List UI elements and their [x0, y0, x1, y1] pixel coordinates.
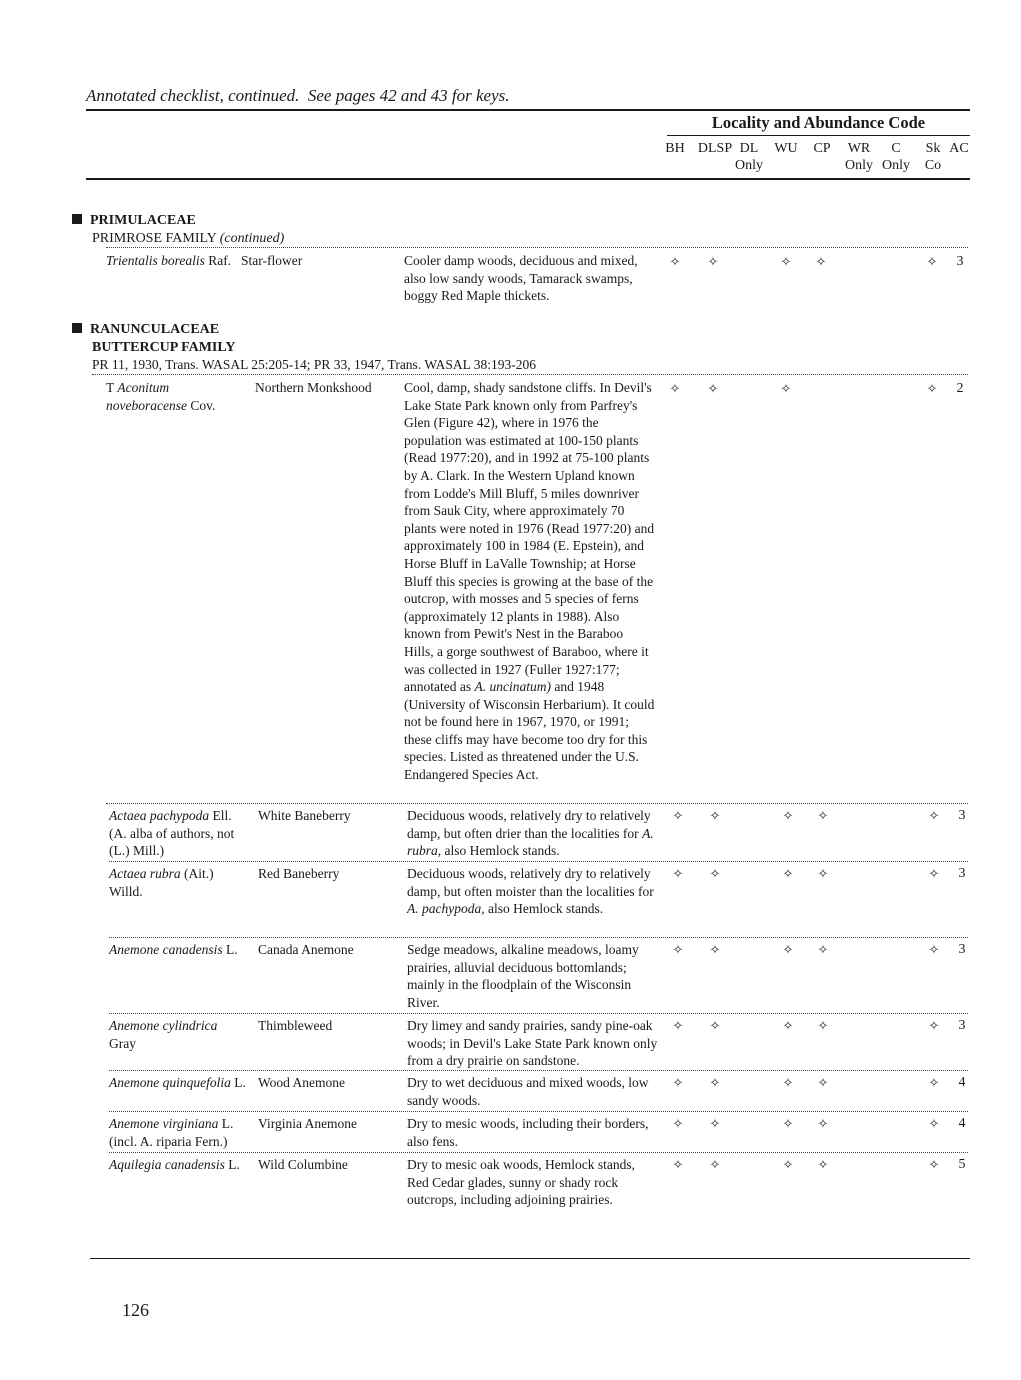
family-references: PR 11, 1930, Trans. WASAL 25:205-14; PR 33, 1947, Trans. WASAL 38:193-206	[92, 357, 536, 372]
species-habitat: Dry limey and sandy prairies, sandy pine-oak woods; in Devil's Lake State Park known only from a dry prairie on sandstone.	[407, 1018, 658, 1069]
species-common-name: Northern Monkshood	[255, 380, 372, 395]
species-scientific-name: Anemone virginiana L. (incl. A. riparia Fern.)	[109, 1116, 234, 1149]
column-header-rule	[86, 178, 970, 180]
col-sk-co: Sk Co	[924, 141, 942, 173]
abundance-code: 3	[958, 1018, 966, 1033]
presence-diamond-icon: ✧	[782, 1157, 794, 1172]
species-habitat: Dry to wet deciduous and mixed woods, low sandy woods.	[407, 1075, 649, 1108]
presence-diamond-icon: ✧	[669, 381, 681, 396]
presence-diamond-icon: ✧	[928, 1157, 940, 1172]
species-common-name: Wild Columbine	[258, 1157, 348, 1172]
species-common-name: Star-flower	[241, 253, 303, 268]
presence-diamond-icon: ✧	[928, 942, 940, 957]
presence-diamond-icon: ✧	[709, 1018, 721, 1033]
presence-diamond-icon: ✧	[709, 1157, 721, 1172]
presence-diamond-icon: ✧	[817, 866, 829, 881]
presence-diamond-icon: ✧	[707, 254, 719, 269]
presence-diamond-icon: ✧	[707, 381, 719, 396]
species-common-name: Virginia Anemone	[258, 1116, 358, 1131]
abundance-code: 3	[958, 942, 966, 957]
bullet-square-icon	[72, 214, 82, 224]
col-ac: AC	[949, 141, 969, 156]
species-scientific-name: Trientalis borealis Raf.	[106, 253, 232, 268]
abundance-code: 3	[958, 808, 966, 823]
presence-diamond-icon: ✧	[782, 1018, 794, 1033]
caption-title: Annotated checklist, continued.	[86, 86, 300, 105]
species-habitat: Sedge meadows, alkaline meadows, loamy prairies, alluvial deciduous bottomlands; mainly in the floodplain of the Wisconsin River.	[407, 942, 639, 1010]
presence-diamond-icon: ✧	[817, 1157, 829, 1172]
species-synonym: (A. alba of authors, not (L.) Mill.)	[109, 825, 235, 858]
abundance-code: 4	[958, 1075, 966, 1090]
row-divider	[109, 1111, 968, 1112]
presence-diamond-icon: ✧	[928, 1075, 940, 1090]
species-common-name: Thimbleweed	[258, 1018, 333, 1033]
abundance-code: 3	[958, 866, 966, 881]
presence-diamond-icon: ✧	[782, 866, 794, 881]
species-habitat: Cooler damp woods, deciduous and mixed, also low sandy woods, Tamarack swamps, boggy Red Maple thickets.	[404, 253, 638, 304]
col-bh: BH	[665, 141, 685, 156]
species-common-name: White Baneberry	[258, 808, 351, 823]
presence-diamond-icon: ✧	[817, 942, 829, 957]
row-divider	[109, 1013, 968, 1014]
presence-diamond-icon: ✧	[782, 942, 794, 957]
species-common-name: Canada Anemone	[258, 942, 354, 957]
header-rule	[86, 109, 970, 111]
species-habitat: Dry to mesic oak woods, Hemlock stands, Red Cedar glades, sunny or shady rock outcrops, including adjoining prairies.	[407, 1157, 635, 1208]
abundance-code: 2	[956, 381, 964, 396]
family-common: BUTTERCUP FAMILY	[92, 340, 236, 355]
row-divider	[109, 1152, 968, 1153]
presence-diamond-icon: ✧	[928, 866, 940, 881]
col-cp: CP	[813, 141, 831, 156]
species-scientific-name: T Aconitum noveboracense Cov.	[106, 380, 216, 413]
presence-diamond-icon: ✧	[928, 808, 940, 823]
species-habitat: Deciduous woods, relatively dry to relatively damp, but often moister than the localities for A. pachypoda, also Hemlock stands.	[407, 866, 654, 917]
species-scientific-name: Anemone canadensis L.	[109, 942, 238, 957]
locality-title: Locality and Abundance Code	[711, 113, 926, 132]
row-divider	[109, 1070, 968, 1071]
presence-diamond-icon: ✧	[817, 1075, 829, 1090]
species-scientific-name: Actaea rubra (Ait.) Willd.	[109, 866, 214, 899]
presence-diamond-icon: ✧	[709, 808, 721, 823]
presence-diamond-icon: ✧	[926, 381, 938, 396]
row-divider	[109, 937, 968, 938]
presence-diamond-icon: ✧	[672, 1018, 684, 1033]
presence-diamond-icon: ✧	[780, 381, 792, 396]
col-wu: WU	[774, 141, 798, 156]
col-wr-only: WR Only	[845, 141, 873, 173]
presence-diamond-icon: ✧	[672, 1075, 684, 1090]
species-habitat: Deciduous woods, relatively dry to relatively damp, but often drier than the localities for A. rubra, also Hemlock stands.	[407, 808, 654, 859]
presence-diamond-icon: ✧	[672, 942, 684, 957]
species-common-name: Red Baneberry	[258, 866, 340, 881]
presence-diamond-icon: ✧	[709, 866, 721, 881]
family-common: PRIMROSE FAMILY (continued)	[92, 231, 285, 246]
family-latin: PRIMULACEAE	[72, 212, 196, 229]
presence-diamond-icon: ✧	[669, 254, 681, 269]
col-dl-only: DL Only	[735, 141, 763, 173]
presence-diamond-icon: ✧	[817, 1116, 829, 1131]
presence-diamond-icon: ✧	[782, 1116, 794, 1131]
species-scientific-name: Anemone quinquefolia L.	[109, 1075, 246, 1090]
presence-diamond-icon: ✧	[817, 808, 829, 823]
page-number: 126	[122, 1300, 149, 1320]
row-divider	[106, 803, 968, 804]
presence-diamond-icon: ✧	[782, 1075, 794, 1090]
family-latin: RANUNCULACEAE	[72, 321, 219, 338]
locality-rule	[667, 135, 970, 136]
presence-diamond-icon: ✧	[780, 254, 792, 269]
abundance-code: 5	[958, 1157, 966, 1172]
abundance-code: 3	[956, 254, 964, 269]
species-scientific-name: Actaea pachypoda Ell. (A. alba of authors, not (L.) Mill.)	[109, 808, 235, 858]
presence-diamond-icon: ✧	[928, 1018, 940, 1033]
row-divider	[92, 374, 968, 375]
abundance-code: 4	[958, 1116, 966, 1131]
footer-rule	[90, 1258, 970, 1259]
presence-diamond-icon: ✧	[926, 254, 938, 269]
presence-diamond-icon: ✧	[672, 1157, 684, 1172]
presence-diamond-icon: ✧	[709, 942, 721, 957]
row-divider	[109, 861, 968, 862]
presence-diamond-icon: ✧	[709, 1116, 721, 1131]
species-scientific-name: Aquilegia canadensis L.	[109, 1157, 240, 1172]
presence-diamond-icon: ✧	[928, 1116, 940, 1131]
page-caption	[86, 86, 509, 106]
row-divider	[106, 247, 968, 248]
presence-diamond-icon: ✧	[672, 1116, 684, 1131]
species-scientific-name: Anemone cylindrica Gray	[109, 1018, 218, 1051]
presence-diamond-icon: ✧	[672, 866, 684, 881]
presence-diamond-icon: ✧	[815, 254, 827, 269]
presence-diamond-icon: ✧	[817, 1018, 829, 1033]
col-dlsp: DLSP	[697, 141, 733, 156]
caption-keys: See pages 42 and 43 for keys.	[307, 86, 510, 105]
bullet-square-icon	[72, 323, 82, 333]
species-habitat: Dry to mesic woods, including their borders, also fens.	[407, 1116, 649, 1149]
species-habitat: Cool, damp, shady sandstone cliffs. In Devil's Lake State Park known only from Parfrey's Glen (Figure 42), where in 1976 the population was estimated at 100-150 plants (Read 1977:20), and in 1992 at 75-100 plants by A. Clark. In the Western Upland known from Lodde's Mill Bluff, 5 miles downriver from Sauk City, where approximately 70 plants were noted in 1976 (Read 1977:20) and approximately 100 in 1984 (E. Epstein), and Horse Bluff in LaValle Township; at Horse Bluff this species is growing at the base of the outcrop, with mosses and 5 species of ferns (approximately 12 plants in 1988). Also known from Pewit's Nest in the Baraboo Hills, a gorge southwest of Baraboo, where it was collected in 1927 (Fuller 1927:177; annotated as A. uncinatum) and 1948 (University of Wisconsin Herbarium). It could not be found here in 1967, 1970, or 1991; these cliffs may have become too dry for this species. Listed as threatened under the U.S. Endangered Species Act.	[404, 380, 655, 783]
col-c-only: C Only	[882, 141, 910, 173]
presence-diamond-icon: ✧	[782, 808, 794, 823]
presence-diamond-icon: ✧	[672, 808, 684, 823]
species-synonym: (incl. A. riparia Fern.)	[109, 1133, 228, 1149]
presence-diamond-icon: ✧	[709, 1075, 721, 1090]
species-common-name: Wood Anemone	[258, 1075, 346, 1090]
